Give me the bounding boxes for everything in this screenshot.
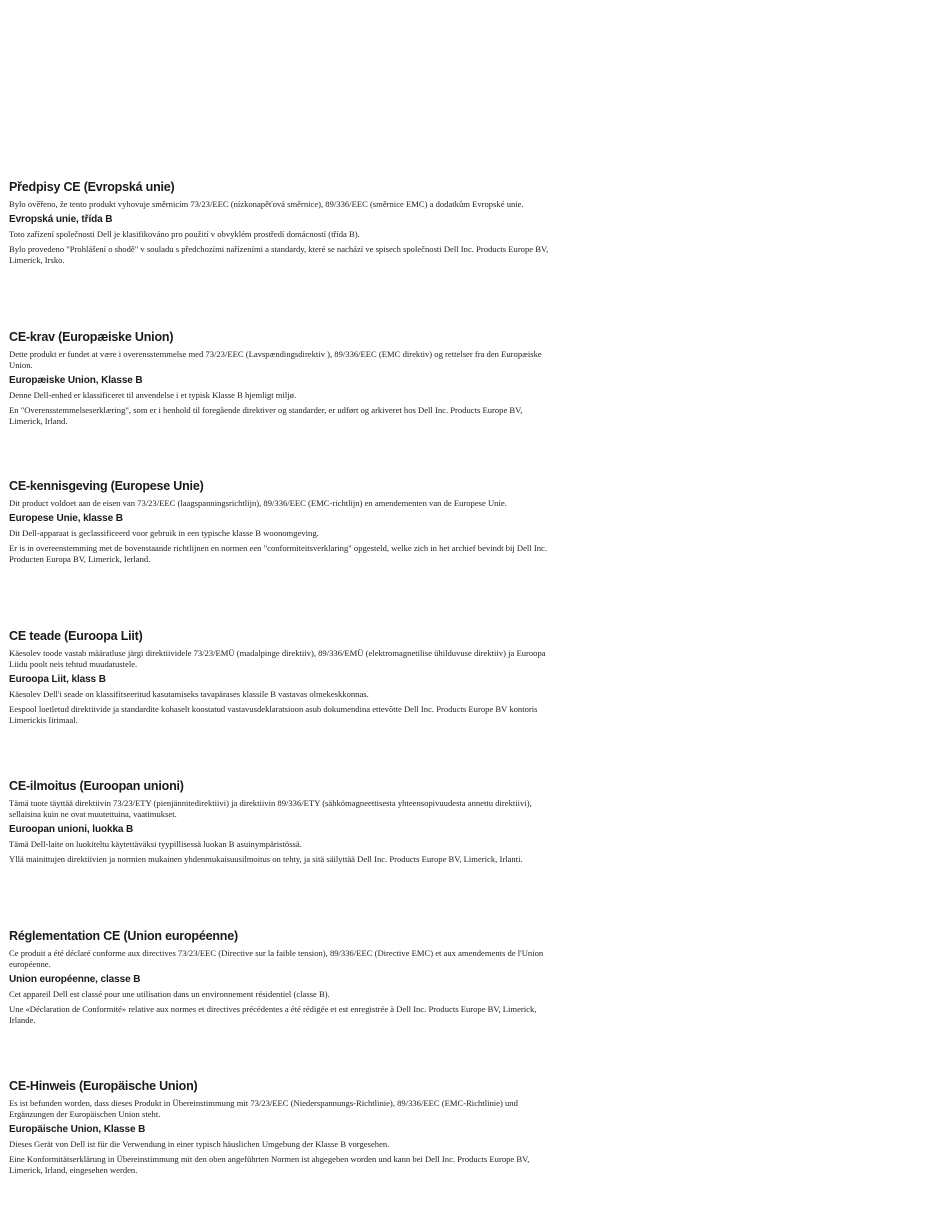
- section-subheading: Europese Unie, klasse B: [9, 513, 123, 524]
- section-classification: Toto zařízení společnosti Dell je klasifikováno pro použití v obvyklém prostředí domácností (třída B).: [9, 229, 360, 239]
- section-intro: Es ist befunden worden, dass dieses Produkt in Übereinstimmung mit 73/23/EEC (Niederspannungs-Richtlinie), 89/336/EEC (EMC-Richtlinie) und Ergänzungen der Europäischen Union steht.: [9, 1098, 518, 1119]
- section-classification: Käesolev Dell'i seade on klassifitseeritud kasutamiseks tavapärases klassile B vastavas olmekeskkonnas.: [9, 689, 369, 699]
- section-heading: Předpisy CE (Evropská unie): [9, 180, 175, 194]
- section-classification: Dit Dell-apparaat is geclassificeerd voor gebruik in een typische klasse B woonomgeving.: [9, 528, 319, 538]
- section-intro: Tämä tuote täyttää direktiivin 73/23/ETY (pienjännitedirektiivi) ja direktiivin 89/336/ETY (sähkömagneettisesta yhteensopivuudesta annettu direktiivi), sellaisina kuin ne ovat muutettuina, vaatimukset.: [9, 798, 532, 819]
- section-intro: Dit product voldoet aan de eisen van 73/23/EEC (laagspanningsrichtlijn), 89/336/EEC (EMC-richtlijn) en amendementen van de Europese Unie.: [9, 498, 507, 508]
- section-classification: Tämä Dell-laite on luokiteltu käytettäväksi tyypillisessä luokan B asuinympäristössä.: [9, 839, 302, 849]
- section-intro: Bylo ověřeno, že tento produkt vyhovuje směrnicím 73/23/EEC (nízkonapěťová směrnice), 89/336/EEC (směrnice EMC) a dodatkům Evropské unie.: [9, 199, 524, 209]
- notice-section-danish: [9, 330, 549, 431]
- section-classification: Cet appareil Dell est classé pour une utilisation dans un environnement résidentiel (classe B).: [9, 989, 330, 999]
- section-declaration: Eespool loetletud direktiivide ja standardite kohaselt koostatud vastavusdeklaratsioon asub dokumendina ettevõtte Dell Inc. Products Europe BV kontoris Limerickis Iirimaal.: [9, 704, 538, 725]
- notice-section-czech: [9, 180, 549, 270]
- section-declaration: Une «Déclaration de Conformité» relative aux normes et directives précédentes a été rédigée et est enregistrée à Dell Inc. Products Europe BV, Limerick, Irlande.: [9, 1004, 537, 1025]
- section-heading: CE-ilmoitus (Euroopan unioni): [9, 779, 184, 793]
- section-heading: CE-kennisgeving (Europese Unie): [9, 479, 204, 493]
- section-declaration: Eine Konformitätserklärung in Übereinstimmung mit den oben angeführten Normen ist abgegeben worden und kann bei Dell Inc. Products Europe BV, Limerick, Irland, eingesehen werden.: [9, 1154, 530, 1175]
- section-intro: Käesolev toode vastab määratluse järgi direktiividele 73/23/EMÜ (madalpinge direktiiv), 89/336/EMÜ (elektromagnetilise ühilduvuse direktiiv) ja Euroopa Liidu poolt neis tehtud muudatustele.: [9, 648, 546, 669]
- section-heading: CE teade (Euroopa Liit): [9, 629, 143, 643]
- section-subheading: Union européenne, classe B: [9, 974, 141, 985]
- section-subheading: Europäische Union, Klasse B: [9, 1124, 146, 1135]
- section-declaration: Yllä mainittujen direktiivien ja normien mukainen yhdenmukaisuusilmoitus on tehty, ja sitä säilyttää Dell Inc. Products Europe BV, Limerick, Irlanti.: [9, 854, 523, 864]
- notice-section-german: [9, 1079, 549, 1180]
- section-subheading: Euroopa Liit, klass B: [9, 674, 106, 685]
- notice-section-french: [9, 929, 549, 1030]
- notice-section-finnish: [9, 779, 549, 869]
- notice-section-estonian: [9, 629, 549, 730]
- section-subheading: Evropská unie, třída B: [9, 214, 113, 225]
- section-declaration: En "Overensstemmelseserklæring", som er i henhold til foregående direktiver og standarder, er udført og arkiveret hos Dell Inc. Products Europe BV, Limerick, Irland.: [9, 405, 523, 426]
- section-classification: Denne Dell-enhed er klassificeret til anvendelse i et typisk Klasse B hjemligt miljø.: [9, 390, 297, 400]
- section-intro: Ce produit a été déclaré conforme aux directives 73/23/EEC (Directive sur la faible tension), 89/336/EEC (Directive EMC) et aux amendements de l'Union européenne.: [9, 948, 544, 969]
- section-subheading: Europæiske Union, Klasse B: [9, 375, 143, 386]
- section-classification: Dieses Gerät von Dell ist für die Verwendung in einer typisch häuslichen Umgebung der Klasse B vorgesehen.: [9, 1139, 390, 1149]
- section-subheading: Euroopan unioni, luokka B: [9, 824, 134, 835]
- section-declaration: Er is in overeenstemming met de bovenstaande richtlijnen en normen een "conformiteitsverklaring" opgesteld, welke zich in het archief bevindt bij Dell Inc. Producten Europa BV, Limerick, Ierland.: [9, 543, 547, 564]
- section-heading: CE-Hinweis (Europäische Union): [9, 1079, 198, 1093]
- section-heading: Réglementation CE (Union européenne): [9, 929, 238, 943]
- notice-section-dutch: [9, 479, 549, 569]
- section-intro: Dette produkt er fundet at være i overensstemmelse med 73/23/EEC (Lavspændingsdirektiv ), 89/336/EEC (EMC direktiv) og rettelser fra den Europæiske Union.: [9, 349, 542, 370]
- section-heading: CE-krav (Europæiske Union): [9, 330, 174, 344]
- section-declaration: Bylo provedeno "Prohlášení o shodě" v souladu s předchozími nařízeními a standardy, které se nachází ve spisech společnosti Dell Inc. Products Europe BV, Limerick, Irsko.: [9, 244, 549, 265]
